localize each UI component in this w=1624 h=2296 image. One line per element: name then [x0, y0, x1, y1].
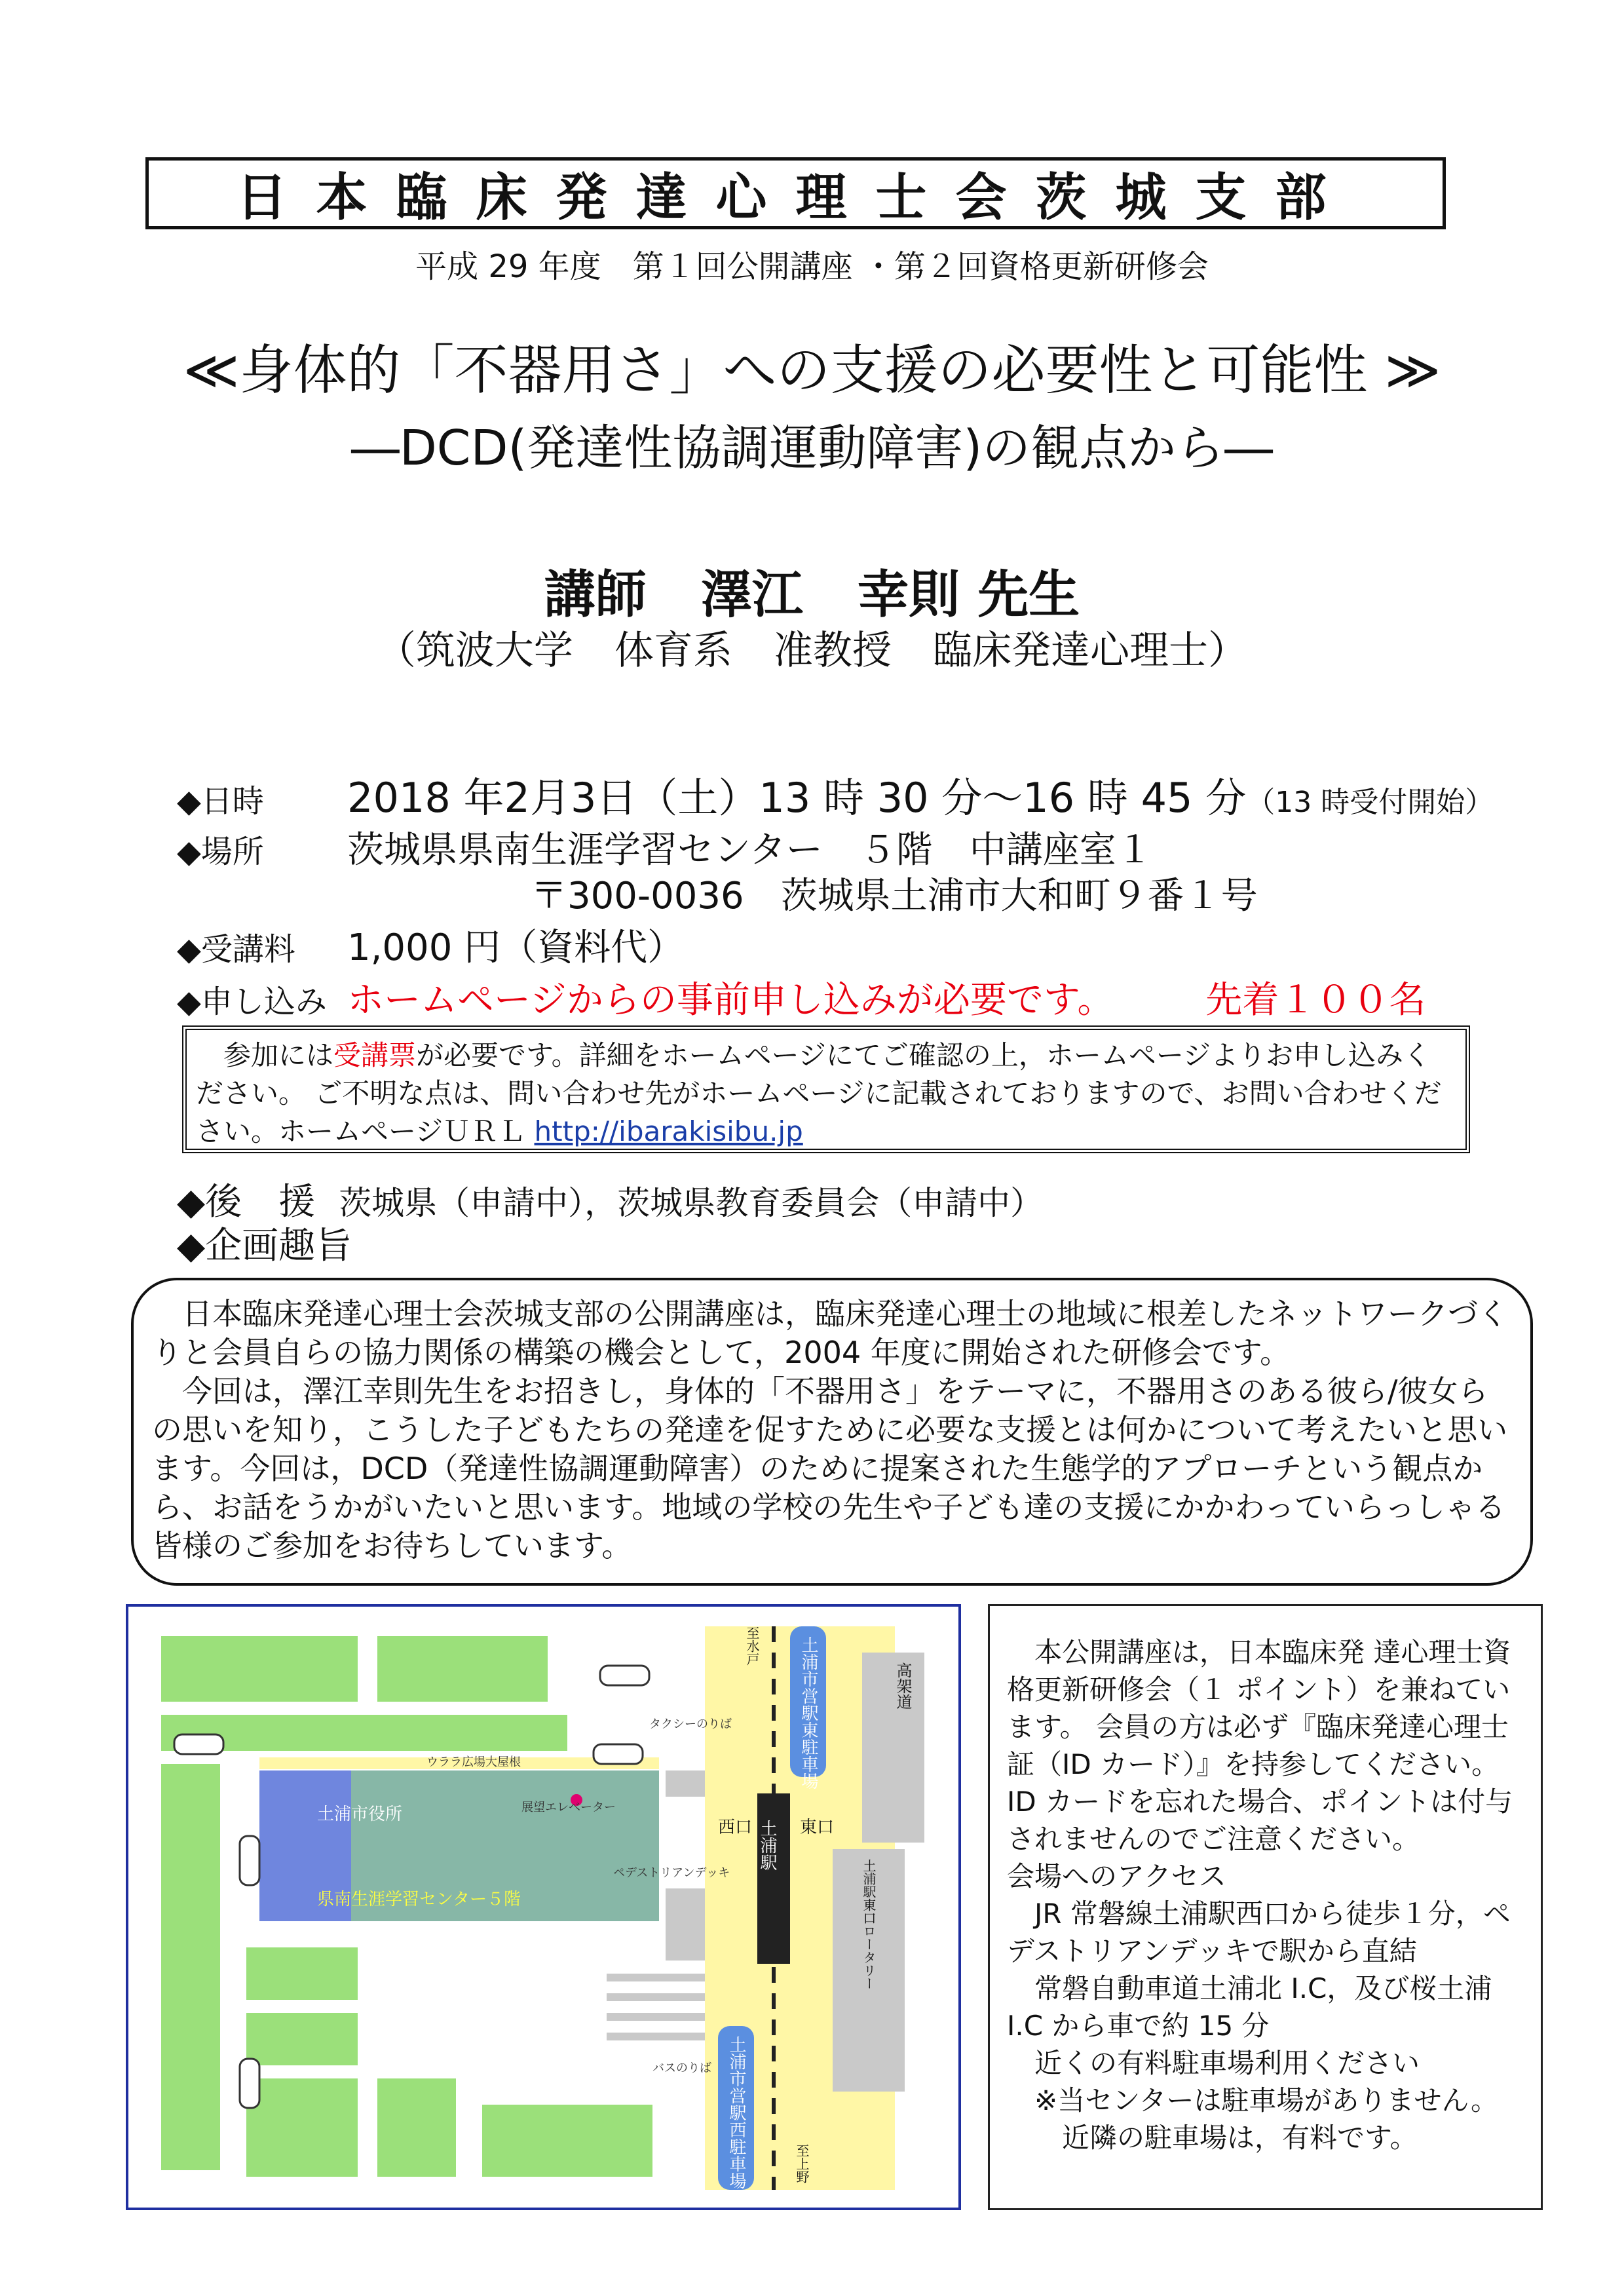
map-label-highway: 高架道	[894, 1662, 912, 1710]
map-label-city-hall: 土浦市役所	[317, 1805, 403, 1824]
map-label-taxi: タクシーのりば	[649, 1717, 732, 1731]
place-label: ◆場所	[177, 833, 264, 870]
date-value: 2018 年2月3日（土）13 時 30 分～16 時 45 分	[347, 774, 1247, 822]
map-label-rotary: 土浦駅東口ロータリー	[861, 1859, 877, 1990]
lecturer-given-name: 幸則 先生	[858, 565, 1080, 624]
homepage-link[interactable]: http://ibarakisibu.jp	[534, 1115, 803, 1147]
event-subtitle: 平成 29 年度 第１回公開講座 ・第２回資格更新研修会	[415, 248, 1209, 285]
affiliation-university: （筑波大学	[376, 628, 573, 674]
map-label-deck: ペデストリアンデッキ	[613, 1866, 730, 1880]
info-access-train: JR 常磐線土浦駅西口から徒歩１分，ペデストリアンデッキで駅から直結	[1007, 1898, 1511, 1967]
map-label-bridge: ウララ広場大屋根	[426, 1755, 521, 1769]
fee-value: 1,000 円（資料代）	[347, 927, 685, 969]
capacity: 先着１００名	[1205, 979, 1426, 1022]
map-label-to-mito: 至水戸	[744, 1626, 760, 1666]
apply-label: ◆申し込み	[177, 984, 327, 1020]
map-label-east-exit: 東口	[800, 1818, 835, 1837]
map-label-bus: バスのりば	[652, 2061, 711, 2075]
access-map-drawing	[128, 1607, 958, 2208]
info-no-parking: ※当センターは駐車場がありません。	[1007, 2084, 1499, 2116]
org-name: 日本臨床発達心理士会茨城支部	[236, 168, 1355, 227]
affiliation-qualification: 臨床発達心理士）	[933, 628, 1248, 674]
map-label-station: 土浦駅	[757, 1820, 777, 1871]
date-label: ◆日時	[177, 783, 264, 820]
lecturer-affiliation	[0, 619, 1624, 676]
lecture-subtitle: ―DCD(発達性協調運動障害)の観点から―	[350, 420, 1274, 476]
info-access-heading: 会場へのアクセス	[1007, 1860, 1226, 1892]
lecturer-role: 講師	[544, 565, 647, 624]
map-label-west-exit: 西口	[718, 1818, 753, 1837]
address: 〒300-0036 茨城県土浦市大和町９番１号	[531, 875, 1258, 917]
place-row	[177, 821, 1153, 873]
purpose-paragraph-2: 今回は，澤江幸則先生をお招きし，身体的「不器用さ」をテーマに，不器用さのある彼ら/彼女らの思いを知り，こうした子どもたちの発達を促すために必要な支援とは何かについて考えたいと思います。今回は，DCD（発達性協調運動障害）のために提案された生態学的アプローチという観点から、お話をうかがいたいと思います。地域の学校の先生や子ども達の支援にかかわっていらっしゃる皆様のご参加をお待ちしています。	[152, 1373, 1508, 1563]
support-label: ◆後 援	[177, 1181, 316, 1223]
map-label-to-ueno: 至上野	[794, 2144, 810, 2183]
notice-ticket: 受講票	[333, 1039, 417, 1071]
purpose-box	[131, 1278, 1533, 1586]
map-label-elevator: 展望エレベーター	[521, 1801, 616, 1814]
map-label-center: 県南生涯学習センター５階	[317, 1890, 521, 1909]
apply-text: ホームページからの事前申し込みが必要です。	[347, 979, 1114, 1022]
support-text: 茨城県（申請中），茨城県教育委員会（申請中）	[339, 1184, 1044, 1222]
info-box	[988, 1604, 1543, 2210]
info-paid-parking: 近隣の駐車場は，有料です。	[1007, 2122, 1418, 2154]
lecturer-name	[0, 554, 1624, 627]
notice-pre: 参加には	[223, 1039, 334, 1071]
fee-label: ◆受講料	[177, 931, 295, 968]
info-parking: 近くの有料駐車場利用ください	[1007, 2047, 1420, 2079]
purpose-label: ◆企画趣旨	[177, 1225, 352, 1267]
date-row	[177, 765, 1494, 824]
info-access-car: 常磐自動車道土浦北 I.C，及び桜土浦 I.C から車で約 15 分	[1007, 1972, 1492, 2042]
apply-row	[177, 971, 1426, 1024]
org-name-box	[145, 157, 1446, 229]
lecture-title: ≪身体的「不器用さ」への支援の必要性と可能性 ≫	[183, 339, 1441, 402]
affiliation-department: 体育系	[614, 628, 732, 674]
access-map	[126, 1604, 961, 2210]
notice-box	[182, 1025, 1470, 1153]
info-credit: 本公開講座は，日本臨床発 達心理士資格更新研修会（１ ポイント）を兼ねています。 会員の方は必ず『臨床発達心理士証（ID カード）』を持参してください。ID カードを忘れた場合、ポイントは付与されませんのでご注意ください。	[1007, 1636, 1513, 1855]
lecturer-family-name: 澤江	[700, 565, 803, 624]
affiliation-position: 准教授	[774, 628, 892, 674]
notice-post: が必要です。詳細をホームページにてご確認の上，ホームページよりお申し込みください。 ご不明な点は、問い合わせ先がホームページに記載されておりますので、お問い合わせください。ホームページＵＲＬ	[196, 1039, 1442, 1147]
map-label-west-parking: 土浦市営駅西駐車場	[727, 2036, 746, 2189]
map-label-east-parking: 土浦市営駅東駐車場	[799, 1636, 818, 1789]
date-note: （13 時受付開始）	[1246, 786, 1494, 819]
fee-row	[177, 919, 684, 971]
purpose-paragraph-1: 日本臨床発達心理士会茨城支部の公開講座は，臨床発達心理士の地域に根差したネットワークづくりと会員自らの協力関係の構築の機会として，2004 年度に開始された研修会です。	[152, 1296, 1508, 1370]
place-value: 茨城県県南生涯学習センター ５階 中講座室１	[347, 829, 1153, 871]
